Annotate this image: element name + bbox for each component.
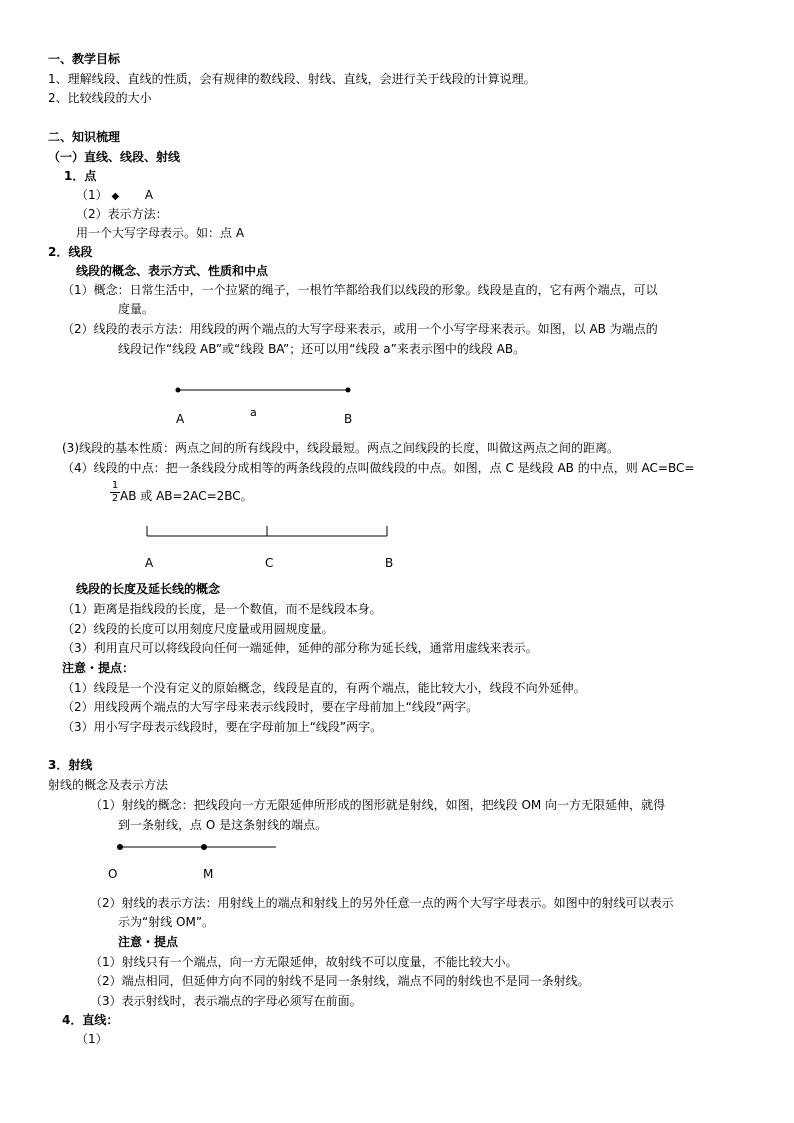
segment-ab-figure: [160, 378, 380, 428]
segment-notation-line-1: （2）线段的表示方法：用线段的两个端点的大写字母来表示，或用一个小写字母来表示。如图，以 AB 为端点的: [62, 322, 658, 336]
point-letter: A: [144, 188, 154, 202]
ray-notation-line-2: 示为“射线 OM”。: [118, 915, 215, 929]
fraction-numerator: 1: [111, 480, 119, 491]
ray-note-3: （3）表示射线时，表示端点的字母必须写在前面。: [90, 994, 362, 1008]
fraction-denominator: 2: [111, 493, 119, 504]
fig1-label-a: A: [176, 412, 185, 426]
endpoint-a-dot: [176, 388, 181, 393]
endpoint-b-dot: [346, 388, 351, 393]
fig2-label-a: A: [145, 556, 154, 570]
length-item-3: （3）利用直尺可以将线段向任何一端延伸，延伸的部分称为延长线，通常用虚线来表示。: [62, 641, 538, 655]
point-item-1-label: （1）: [76, 188, 108, 202]
ray-endpoint-o-dot: [117, 844, 123, 850]
point-heading: 1．点: [64, 169, 97, 183]
ray-subheading: 射线的概念及表示方法: [48, 778, 169, 792]
fig2-label-b: B: [385, 556, 394, 570]
line-heading: 4．直线：: [62, 1013, 119, 1027]
segment-note-heading: 注意・提点：: [62, 661, 135, 675]
segment-note-3: （3）用小写字母表示线段时，要在字母前加上“线段”两字。: [62, 720, 383, 734]
segment-midpoint-line-2: AB 或 AB=2AC=2BC。: [120, 489, 253, 503]
fraction-one-half: [110, 481, 120, 504]
ray-heading: 3．射线: [48, 758, 93, 772]
segment-midpoint-line-1: （4）线段的中点：把一条线段分成相等的两条线段的点叫做线段的中点。如图，点 C 是线段 AB 的中点，则 AC=BC=: [62, 461, 695, 475]
ray-figure: [100, 836, 290, 884]
length-item-1: （1）距离是指线段的长度，是一个数值，而不是线段本身。: [62, 602, 382, 616]
goal-1: 1、理解线段、直线的性质，会有规律的数线段、射线、直线，会进行关于线段的计算说理。: [48, 72, 536, 86]
point-item-2: （2）表示方法：: [76, 207, 168, 221]
ray-concept-line-2: 到一条射线，点 O 是这条射线的端点。: [118, 818, 328, 832]
ray-label-m: M: [203, 867, 214, 881]
length-heading: 线段的长度及延长线的概念: [76, 582, 221, 596]
ray-notation-line-1: （2）射线的表示方法：用射线上的端点和射线上的另外任意一点的两个大写字母表示。如图中的射线可以表示: [90, 896, 674, 910]
point-diamond-icon: ◆: [111, 191, 120, 202]
subsection-title: （一）直线、线段、射线: [48, 150, 181, 164]
fig1-label-small-a: a: [250, 406, 257, 419]
fig2-label-c: C: [265, 556, 274, 570]
ray-label-o: O: [108, 867, 118, 881]
section-2-title: 二、知识梳理: [48, 130, 121, 144]
ray-concept-line-1: （1）射线的概念：把线段向一方无限延伸所形成的图形就是射线，如图，把线段 OM 向一方无限延伸，就得: [90, 798, 666, 812]
segment-notation-line-2: 线段记作“线段 AB”或“线段 BA”；还可以用“线段 a”来表示图中的线段 AB。: [118, 342, 526, 356]
point-item-2-desc: 用一个大写字母表示。如：点 A: [76, 226, 245, 240]
goal-2: 2、比较线段的大小: [48, 91, 152, 105]
segment-concept-line-1: （1）概念：日常生活中，一个拉紧的绳子，一根竹竿都给我们以线段的形象。线段是直的，它有两个端点，可以: [62, 283, 658, 297]
line-item-1: （1）: [76, 1032, 108, 1046]
segment-concept-line-2: 度量。: [118, 302, 155, 316]
ray-note-2: （2）端点相同，但延伸方向不同的射线不是同一条射线，端点不同的射线也不是同一条射线。: [90, 974, 590, 988]
ray-note-heading: 注意・提点: [118, 935, 179, 949]
segment-property: (3)线段的基本性质：两点之间的所有线段中，线段最短。两点之间线段的长度，叫做这两点之间的距离。: [62, 441, 620, 455]
segment-heading: 2．线段: [48, 245, 93, 259]
point-item-1: [76, 188, 153, 204]
segment-subheading: 线段的概念、表示方式、性质和中点: [76, 264, 269, 278]
ray-point-m-dot: [201, 844, 207, 850]
midpoint-figure: [140, 520, 400, 575]
ray-note-1: （1）射线只有一个端点，向一方无限延伸，故射线不可以度量，不能比较大小。: [90, 955, 518, 969]
segment-note-1: （1）线段是一个没有定义的原始概念，线段是直的，有两个端点，能比较大小，线段不向外延伸。: [62, 681, 586, 695]
segment-note-2: （2）用线段两个端点的大写字母来表示线段时，要在字母前加上“线段”两字。: [62, 700, 479, 714]
length-item-2: （2）线段的长度可以用刻度尺度量或用圆规度量。: [62, 622, 334, 636]
fig1-label-b: B: [344, 412, 353, 426]
section-1-title: 一、教学目标: [48, 52, 121, 66]
